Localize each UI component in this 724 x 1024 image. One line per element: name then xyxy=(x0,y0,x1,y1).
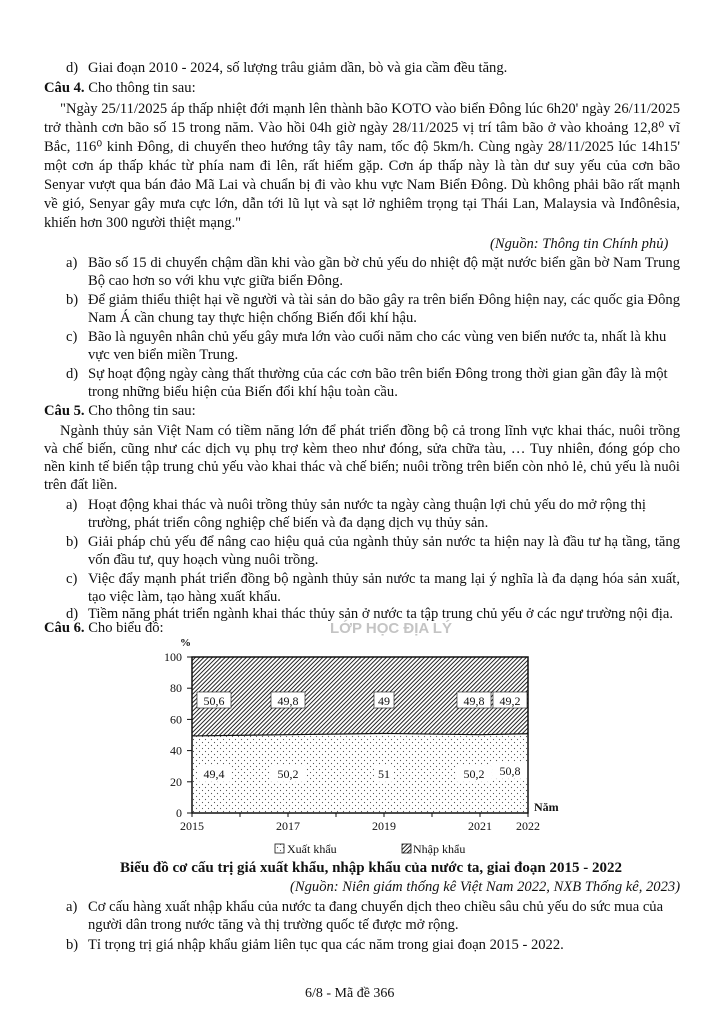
passage-line: Bắc, 116⁰ kinh Đông, di chuyển theo hướng tây tây nam, tốc độ 5km/h. Cùng ngày 28/11/2025 lúc 14h15' xyxy=(44,139,680,155)
y-tick-label: 20 xyxy=(170,774,182,789)
option-text: Sự hoạt động ngày càng thất thường của các cơn bão trên biển Đông trong thời gian gần đây là một xyxy=(88,366,668,382)
y-axis-label: % xyxy=(180,637,191,649)
option-label: b) xyxy=(66,534,79,550)
question-prompt: Cho thông tin sau: xyxy=(88,80,196,96)
option-label: c) xyxy=(66,571,78,587)
question-heading xyxy=(44,620,164,637)
option-text: Bộ cao hơn so với khu vực giữa biển Đông. xyxy=(88,273,343,289)
legend-label-export: Xuất khẩu xyxy=(287,842,337,856)
option-label: b) xyxy=(66,292,79,308)
passage-line: Senyar vượt qua bán đảo Mã Lai và chuẩn bị đi vào khu vực Nam Biển Đông. Dù không phải bão rất mạnh xyxy=(44,177,680,193)
y-tick-label: 60 xyxy=(170,712,182,727)
export-data-label: 50,2 xyxy=(277,766,299,781)
question-heading xyxy=(44,80,196,97)
passage-line: trở thành cơn bão số 15 trong năm. Vào hồi 04h giờ ngày 28/11/2025 vị trí tâm bão ở vào khoảng 12,8⁰ vĩ xyxy=(44,120,680,136)
x-tick-label: 2017 xyxy=(276,819,300,833)
question-heading xyxy=(44,403,196,420)
chart-legend xyxy=(275,842,465,856)
question-number: Câu 4. xyxy=(44,80,85,96)
import-data-label: 49,8 xyxy=(277,694,299,708)
option-text: Cơ cấu hàng xuất nhập khẩu của nước ta đang chuyển dịch theo chiều sâu chủ yếu do sức mua của xyxy=(88,899,664,915)
export-data-label: 50,8 xyxy=(499,763,521,778)
passage-line: nền kinh tế biển tập trung chủ yếu vào khai thác và chế biến; nuôi trồng trên biển còn nhỏ lẻ, chủ yếu là nuôi xyxy=(44,459,680,475)
y-tick-label: 40 xyxy=(170,743,182,758)
option-text: Giai đoạn 2010 - 2024, số lượng trâu giảm dần, bò và gia cầm đều tăng. xyxy=(88,60,508,76)
y-tick-label: 80 xyxy=(170,681,182,696)
x-tick-label: 2022 xyxy=(516,819,540,833)
option-text: vực ven biển miền Trung. xyxy=(88,347,239,363)
option-label: d) xyxy=(66,366,79,382)
passage-line: một cơn áp thấp khác từ phía nam đi lên, rất hiếm gặp. Cơn áp thấp này là tàn dư suy yếu của cơn bão xyxy=(44,158,680,174)
option-text: trong những biểu hiện của Biến đổi khí hậu toàn cầu. xyxy=(88,384,398,400)
option-text: Để giảm thiểu thiệt hại về người và tài sản do bão gây ra trên biển Đông hiện nay, các quốc gia Đông xyxy=(88,292,680,308)
question-number: Câu 5. xyxy=(44,403,85,419)
option-text: Việc đẩy mạnh phát triển đồng bộ ngành thủy sản nước ta mang lại ý nghĩa là đa dạng hóa sản xuất, xyxy=(88,571,680,587)
option-label: c) xyxy=(66,329,78,345)
export-data-label: 49,4 xyxy=(203,766,225,781)
export-data-label: 51 xyxy=(378,766,390,781)
passage-line: "Ngày 25/11/2025 áp thấp nhiệt đới mạnh lên thành bão KOTO vào biển Đông lúc 6h20' ngày 26/11/2025 xyxy=(60,101,680,117)
passage-line: và chế biến, cũng như các dịch vụ phụ trợ kèm theo như đóng, sửa chữa tàu, … Tuy nhiên, đóng góp cho xyxy=(44,441,680,457)
x-axis-label: Năm xyxy=(534,800,559,814)
watermark: LỚP HỌC ĐỊA LÝ xyxy=(330,620,452,637)
chart-caption: Biểu đồ cơ cấu trị giá xuất khẩu, nhập khẩu của nước ta, giai đoạn 2015 - 2022 xyxy=(120,860,622,876)
option-label: d) xyxy=(66,60,79,76)
option-text: Giải pháp chủ yếu để nâng cao hiệu quả của ngành thủy sản nước ta hiện nay là đầu tư hạ tầng, tăng xyxy=(88,534,680,550)
option-text: vốn đầu tư, quy hoạch vùng nuôi trồng. xyxy=(88,552,319,568)
legend-label-import: Nhập khẩu xyxy=(413,842,466,856)
legend-swatch-import xyxy=(402,844,411,853)
legend-swatch-export xyxy=(275,844,284,853)
x-tick-label: 2015 xyxy=(180,819,204,833)
source-note: (Nguồn: Thông tin Chính phủ) xyxy=(490,236,669,252)
option-text: Bão số 15 di chuyển chậm dần khi vào gần bờ chủ yếu do nhiệt độ mặt nước biển gần bờ Nam Trung xyxy=(88,255,680,271)
question-number: Câu 6. xyxy=(44,620,85,636)
x-tick-label: 2021 xyxy=(468,819,492,833)
option-text: Bão là nguyên nhân chủ yếu gây mưa lớn vào cuối năm cho các vùng ven biển nước ta, nhất là khu xyxy=(88,329,667,345)
passage-line: trên đất liền. xyxy=(44,477,118,493)
import-data-label: 49 xyxy=(378,694,390,708)
option-text: Nam Á cần chung tay thực hiện chống Biến đổi khí hậu. xyxy=(88,310,417,326)
stacked-area-chart xyxy=(150,630,590,870)
option-label: a) xyxy=(66,497,78,513)
question-prompt: Cho biểu đồ: xyxy=(88,620,164,636)
passage-line: Ngành thủy sản Việt Nam có tiềm năng lớn để phát triển đồng bộ cả trong lĩnh vực khai thác, nuôi trồng xyxy=(60,423,680,439)
export-data-label: 50,2 xyxy=(463,766,485,781)
import-data-label: 50,6 xyxy=(203,694,225,708)
y-tick-label: 100 xyxy=(164,650,182,664)
chart-source: (Nguồn: Niên giám thống kê Việt Nam 2022, NXB Thống kê, 2023) xyxy=(290,879,681,895)
option-label: d) xyxy=(66,606,79,622)
question-prompt: Cho thông tin sau: xyxy=(88,403,196,419)
y-tick-label: 0 xyxy=(176,806,182,820)
option-text: Tiềm năng phát triển ngành khai thác thủy sản ở nước ta tập trung chủ yếu ở các ngư trường nội địa. xyxy=(88,606,673,622)
option-text: trường, phát triển công nghiệp chế biến và đa dạng dịch vụ thủy sản. xyxy=(88,515,489,531)
passage-line: khiến hơn 300 người thiệt mạng." xyxy=(44,215,242,231)
page-footer: 6/8 - Mã đề 366 xyxy=(305,986,395,1001)
option-text: Tỉ trọng trị giá nhập khẩu giảm liên tục qua các năm trong giai đoạn 2015 - 2022. xyxy=(88,937,564,953)
passage-line: về gió, Senyar gây mưa cực lớn, dẫn tới lũ lụt và sạt lở nghiêm trọng tại Thái Lan, Malaysia và Inđônêsia, xyxy=(44,196,680,212)
option-text: người dân trong nước tăng và thị trường quốc tế được mở rộng. xyxy=(88,917,459,933)
import-data-label: 49,2 xyxy=(499,694,521,708)
option-label: a) xyxy=(66,899,78,915)
import-data-label: 49,8 xyxy=(463,694,485,708)
x-tick-label: 2019 xyxy=(372,819,396,833)
option-label: a) xyxy=(66,255,78,271)
option-text: tạo việc làm, tạo hàng xuất khẩu. xyxy=(88,589,281,605)
option-text: Hoạt động khai thác và nuôi trồng thủy sản nước ta ngày càng thuận lợi chủ yếu do mở rộng thị xyxy=(88,497,646,513)
option-label: b) xyxy=(66,937,79,953)
